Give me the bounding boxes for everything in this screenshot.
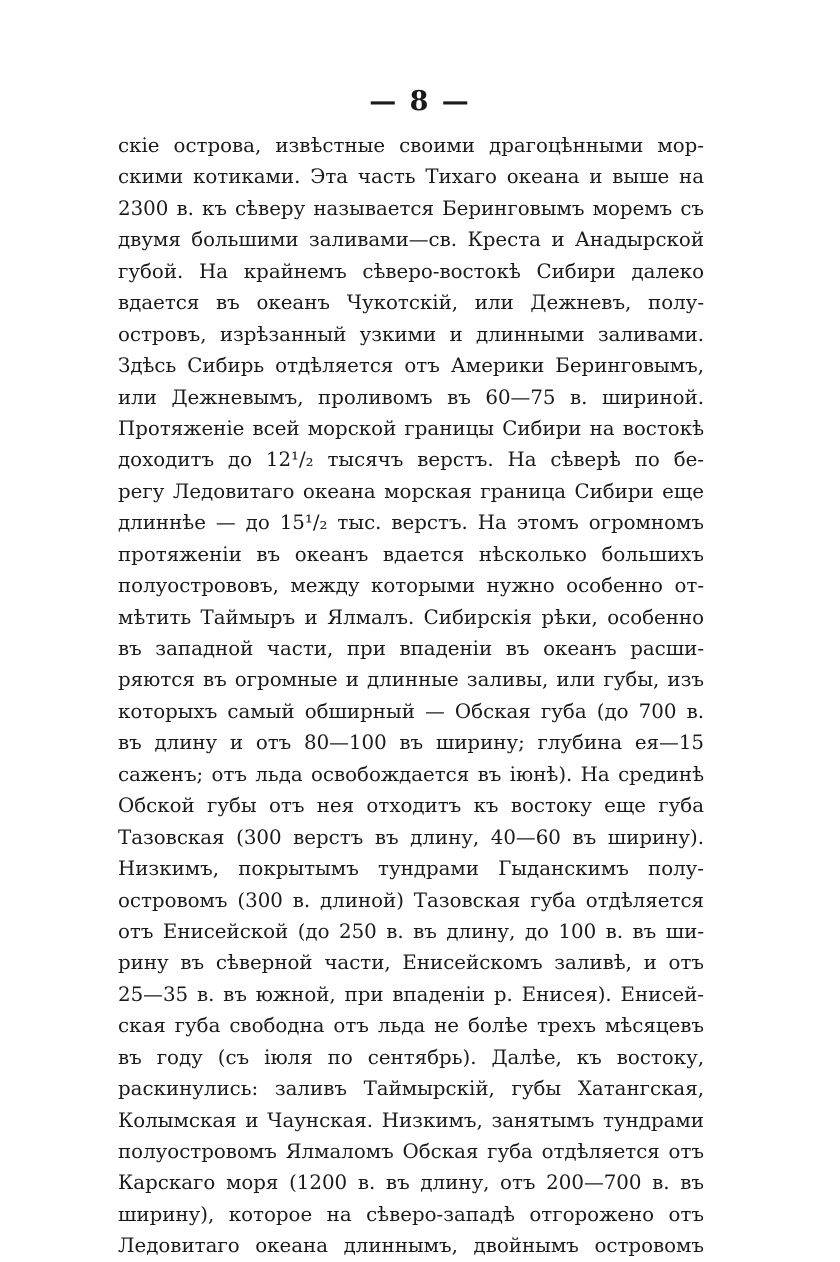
- text-line: Карскаго моря (1200 в. въ длину, отъ 200—700 в. въ: [118, 1171, 704, 1195]
- text-line: Здѣсь Сибирь отдѣляется отъ Америки Беринговымъ,: [118, 354, 704, 378]
- text-line: Колымская и Чаунская. Низкимъ, занятымъ тундрами: [118, 1108, 704, 1132]
- text-line: Ледовитаго океана длиннымъ, двойнымъ островомъ: [118, 1234, 704, 1258]
- text-line: въ году (съ іюля по сентябрь). Далѣе, къ востоку,: [118, 1045, 704, 1069]
- text-line: регу Ледовитаго океана морская граница Сибири еще: [118, 479, 704, 503]
- text-line: ширину), которое на сѣверо-западѣ отгорожено отъ: [118, 1202, 704, 1226]
- text-line: Тазовская (300 верстъ въ длину, 40—60 въ ширину).: [118, 825, 704, 849]
- text-line: доходитъ до 12¹/₂ тысячъ верстъ. На сѣверѣ по бе-: [118, 448, 704, 472]
- text-line: губой. На крайнемъ сѣверо-востокѣ Сибири далеко: [118, 259, 704, 283]
- text-line: двумя большими заливами—св. Креста и Анадырской: [118, 228, 704, 252]
- text-line: вдается въ океанъ Чукотскій, или Дежневъ, полу-: [118, 291, 704, 315]
- text-line: 2300 в. къ сѣверу называется Беринговымъ моремъ съ: [118, 196, 704, 220]
- text-line: полуострововъ, между которыми нужно особенно от-: [118, 574, 704, 598]
- text-line: саженъ; отъ льда освобождается въ іюнѣ). На срединѣ: [118, 762, 704, 786]
- text-line: раскинулись: заливъ Таймырскій, губы Хатангская,: [118, 1077, 704, 1101]
- text-line: Низкимъ, покрытымъ тундрами Гыданскимъ полу-: [118, 857, 704, 881]
- text-line: 25—35 в. въ южной, при впаденіи р. Енисея). Енисей-: [118, 982, 704, 1006]
- text-line: длиннѣе — до 15¹/₂ тыс. верстъ. На этомъ огромномъ: [118, 511, 704, 535]
- text-line: Протяженіе всей морской границы Сибири на востокѣ: [118, 416, 704, 440]
- text-line: островъ, изрѣзанный узкими и длинными заливами.: [118, 322, 704, 346]
- text-line: которыхъ самый обширный — Обская губа (до 700 в.: [118, 699, 704, 723]
- text-line: Обской губы отъ нея отходитъ къ востоку еще губа: [118, 794, 704, 818]
- text-line: или Дежневымъ, проливомъ въ 60—75 в. шириной.: [118, 385, 704, 409]
- text-line: ская губа свободна отъ льда не болѣе трехъ мѣсяцевъ: [118, 1014, 704, 1038]
- page-number: — 8 —: [369, 86, 471, 117]
- text-line: рину въ сѣверной части, Енисейскомъ заливѣ, и отъ: [118, 951, 704, 975]
- text-line: скими котиками. Эта часть Тихаго океана и выше на: [118, 165, 704, 189]
- body-text: [118, 130, 704, 1262]
- text-line: въ западной части, при впаденіи въ океанъ расши-: [118, 637, 704, 660]
- text-line: мѣтить Таймыръ и Ялмалъ. Сибирскія рѣки, особенно: [118, 605, 704, 629]
- text-line: отъ Енисейской (до 250 в. въ длину, до 100 в. въ ши-: [118, 919, 704, 943]
- text-line: островомъ (300 в. длиной) Тазовская губа отдѣляется: [118, 888, 704, 912]
- text-line: въ длину и отъ 80—100 въ ширину; глубина ея—15: [118, 731, 704, 755]
- text-line: скіе острова, извѣстные своими драгоцѣнными мор-: [118, 134, 704, 157]
- text-line: полуостровомъ Ялмаломъ Обская губа отдѣляется отъ: [118, 1140, 704, 1163]
- text-line: ряются въ огромные и длинные заливы, или губы, изъ: [118, 668, 704, 692]
- text-line: протяженіи въ океанъ вдается нѣсколько большихъ: [118, 542, 704, 566]
